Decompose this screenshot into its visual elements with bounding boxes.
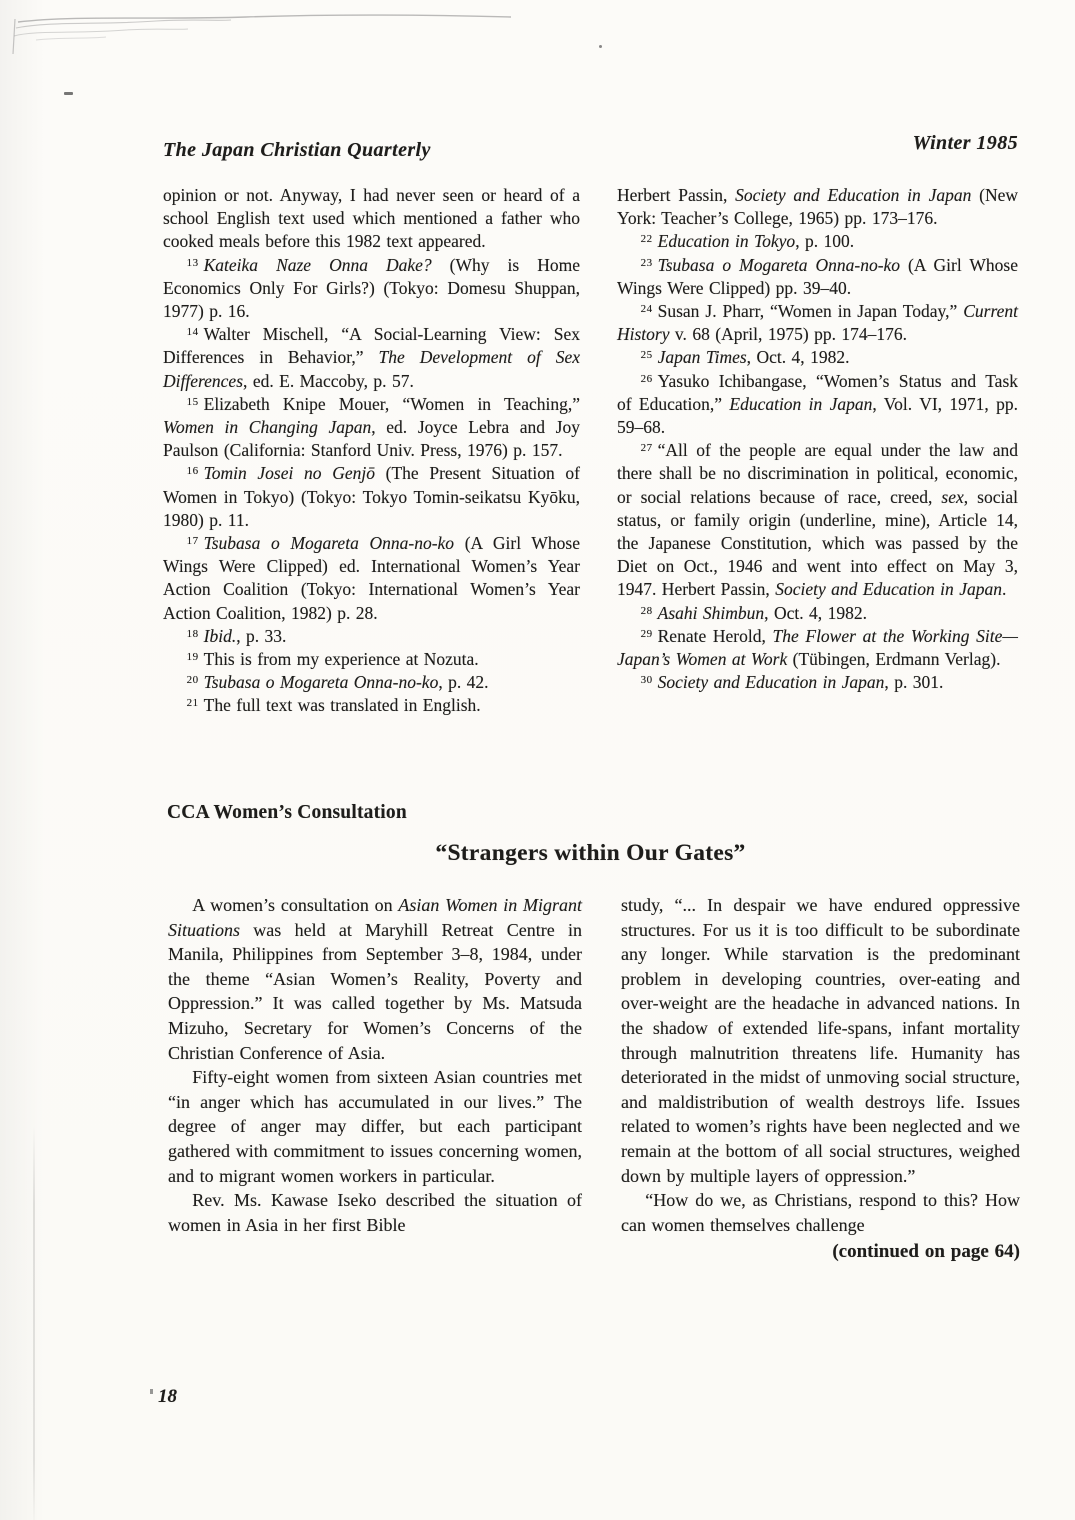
footnote-19: $^{19}$ This is from my experience at Nozuta. [186, 649, 479, 670]
scan-artifact-dash [64, 92, 73, 95]
scan-artifact-smudge [6, 6, 526, 62]
footnote-23: $^{23}$ Tsubasa o Mogareta Onna-no-ko (A Girl Whose Wings Were Clipped) pp. 39–40. [617, 254, 1019, 298]
footnote-15: $^{15}$ Elizabeth Knipe Mouer, “Women in Teaching,” Women in Changing Japan, ed. Joyce Lebra and Joy Paulson (California: Stanford Univ. Press, 1976) p. 157. [163, 393, 580, 461]
section-kicker: CCA Women’s Consultation [167, 802, 407, 823]
scan-artifact-edge-line [33, 1125, 35, 1520]
footnote-29: $^{29}$ Renate Herold, The Flower at the Working Site—Japan’s Women at Work (Tübingen, Erdmann Verlag). [617, 625, 1018, 670]
footnote-26: $^{26}$ Yasuko Ichibangase, “Women’s Status and Task of Education,” Education in Japan, Vol. VI, 1971, pp. 59–68. [617, 370, 1018, 438]
footnote-25: $^{25}$ Japan Times, Oct. 4, 1982. [640, 347, 850, 368]
article-paragraph-3: Rev. Ms. Kawase Iseko described the situation of women in Asia in her first Bible [168, 1190, 582, 1235]
footnote-13: $^{13}$ Kateika Naze Onna Dake? (Why is Home Economics Only For Girls?) (Tokyo: Domesu Shuppan, 1977) p. 16. [163, 254, 580, 322]
article-right-column [621, 893, 1020, 1265]
text-continued-from-previous: opinion or not. Anyway, I had never seen or heard of a school English text used which mentioned a father who cooked meals before this 1982 text appeared. [163, 185, 580, 252]
footnote-18: $^{18}$ Ibid., p. 33. [186, 625, 287, 646]
footnote-21-continued: Herbert Passin, Society and Education in Japan (New York: Teacher’s College, 1965) pp. 173–176. [617, 185, 1018, 229]
article-paragraph-1: A women’s consultation on Asian Women in Migrant Situations was held at Maryhill Retreat Centre in Manila, Philippines from September 3–8, 1984, under the theme “Asian Women’s Reality, Poverty and Oppression.” It was called together by Ms. Matsuda Mizuho, Secretary for Women’s Concerns of the Christian Conference of Asia. [168, 895, 582, 1063]
article-paragraph-4: “How do we, as Christians, respond to this? How can women themselves challenge [621, 1190, 1020, 1235]
article-paragraph-2: Fifty-eight women from sixteen Asian countries met “in anger which has accumulated in our lives.” The degree of anger may differ, but each participant gathered with commitment to issues concerning women, and to migrant women workers in particular. [168, 1067, 582, 1186]
footnote-27: $^{27}$ “All of the people are equal under the law and there shall be no discrimination in political, economic, or social relations because of race, creed, sex, social status, or family origin (underline, mine), Article 14, the Japanese Constitution, which was passed by the Diet on Oct., 1946 and went into effect on May 3, 1947. Herbert Passin, Society and Education in Japan. [617, 440, 1018, 600]
scan-artifact-dot [599, 45, 602, 48]
footnote-28: $^{28}$ Asahi Shimbun, Oct. 4, 1982. [640, 602, 867, 623]
issue-date: Winter 1985 [912, 132, 1018, 154]
footnote-30: $^{30}$ Society and Education in Japan, p. 301. [640, 672, 944, 693]
footnote-21: $^{21}$ The full text was translated in English. [186, 695, 481, 716]
scan-artifact-tick [150, 1389, 153, 1394]
article-right-paragraphs [621, 893, 1020, 1237]
footnote-20: $^{20}$ Tsubasa o Mogareta Onna-no-ko, p. 42. [186, 672, 489, 693]
footnote-22: $^{22}$ Education in Tokyo, p. 100. [640, 231, 855, 252]
footnotes-left-column [163, 184, 580, 718]
article-left-column [168, 893, 582, 1237]
footnote-24: $^{24}$ Susan J. Pharr, “Women in Japan Today,” Current History v. 68 (April, 1975) pp. 174–176. [617, 301, 1018, 345]
journal-title: The Japan Christian Quarterly [163, 139, 431, 161]
footnote-14: $^{14}$ Walter Mischell, “A Social-Learning View: Sex Differences in Behavior,” The Development of Sex Differences, ed. E. Maccoby, p. 57. [163, 324, 580, 391]
continued-note: (continued on page 64) [832, 1241, 1020, 1263]
footnote-17: $^{17}$ Tsubasa o Mogareta Onna-no-ko (A Girl Whose Wings Were Clipped) ed. International Women’s Year Action Coalition (Tokyo: International Women’s Year Action Coalition, 1982) p. 28. [163, 533, 581, 623]
footnotes-right-column [617, 184, 1018, 694]
article-title: “Strangers within Our Gates” [435, 840, 746, 866]
footnote-16: $^{16}$ Tomin Josei no Genjō (The Present Situation of Women in Tokyo) (Tokyo: Tokyo Tomin-seikatsu Kyōku, 1980) p. 11. [163, 463, 580, 530]
page-number: 18 [158, 1386, 177, 1407]
article-paragraph-3-continued: study, “... In despair we have endured oppressive structures. For us it is too difficult to be subordinate any longer. While starvation is the predominant problem in developing countries, over-eating and over-weight are the headache in advanced nations. In the shadow of extended life-spans, infant mortality through malnutrition threatens life. Humanity has deteriorated in the midst of unmoving social structure, and maldistribution of wealth destroys life. Issues related to women’s rights have been neglected and we remain at the bottom of all social structures, weighed down by multiple layers of oppression.” [621, 895, 1020, 1186]
